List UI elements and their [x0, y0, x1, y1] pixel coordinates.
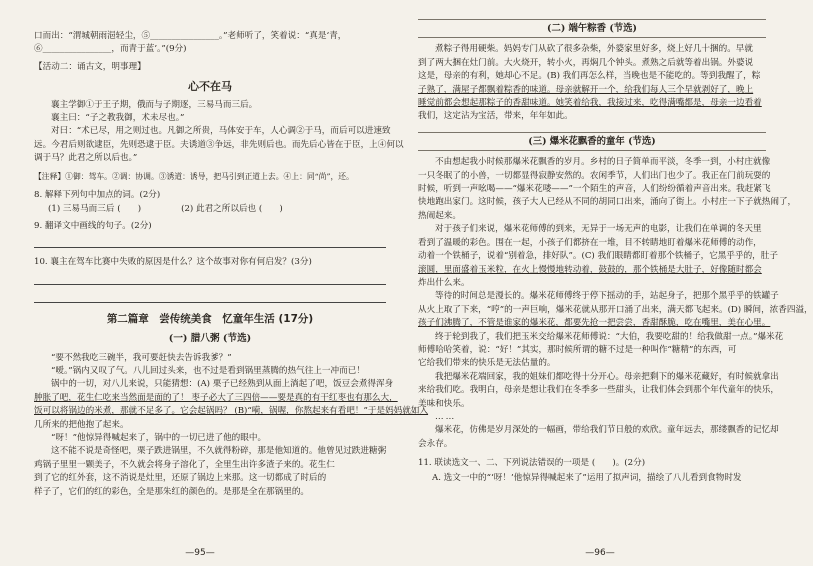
passage-line: “要不然我吃三碗半，我可要赶快去告诉我爹？”: [51, 352, 232, 363]
ellipsis: ……: [435, 411, 457, 422]
right-page: [400, 0, 813, 566]
poem-line: 对曰：“术已尽，用之则过也。凡御之所贵，马体安于车，人心调②于马，而后可以进速致: [51, 126, 391, 137]
q8-item-1: (1) 三易马而三后 ( ): [48, 204, 142, 215]
passage3-line: 师傅哈哈笑着，说：“好！”其实，那时候所谓的糖不过是一种叫作“糖精”的东西，可: [418, 344, 737, 355]
passage3-line: 它给我们带来的快乐是无法估量的。: [418, 358, 556, 369]
passage2-line: 子熟了，满屋子都飘着粽香的味道。母亲就解开一个，给我们每人三个早就剥好了，晚上: [418, 84, 754, 95]
right-column: [418, 16, 813, 488]
question-11-option-a[interactable]: A. 选文一中的“‘呀！’他惊异得喊起来了”运用了拟声词，描绘了八儿看到食物时发: [432, 472, 742, 483]
passage3-line: 看到了温暖的彩色。围在一起，小孩子们都挤在一堆，目不转睛地盯着爆米花师傅的动作，: [418, 237, 762, 248]
left-column: [34, 30, 429, 499]
section-title-3: (三) 爆米花飘香的童年 (节选): [418, 132, 766, 151]
question-11: 11. 联读选文一、二、下列说法错误的一项是 ( )。(2分): [418, 458, 646, 469]
passage2-line: 煮粽子得用硬柴。妈妈专门从砍了很多杂柴，外婆家里好多，烧上好几十捆的。早就: [435, 44, 753, 55]
passage3-line: 美味和快乐。: [418, 398, 470, 409]
passage3-line: 从火上取了下来，“哼”的一声巨响，爆米花就从那开口涌了出来，满天都飞起来。(D) 瞬间，浓香四溢，: [418, 304, 813, 315]
passage2-line: 到了两大捆在灶门前。大火烧开，转小火，再焖几个钟头。煮熟之后就等着出锅。外婆说: [418, 57, 754, 68]
chapter-heading: 第二篇章 尝传统美食 忆童年生活 (17分): [106, 312, 314, 325]
answer-line[interactable]: [34, 271, 386, 285]
poem-line: 襄主学御①于王子期，俄而与子期逐，三易马而三后。: [51, 99, 258, 110]
page-number: —96—: [585, 547, 615, 558]
passage-line: 这不能不说是奇怪吧，栗子跌进锅里，不久就得粉碎，那是他知道的。他曾见过跌进糖粥: [51, 446, 387, 457]
annotation-note: 【注释】①御：驾车。②调：协调。③诱道：诱导，把马引到正道上去。④上：同“尚”，还。: [34, 171, 354, 181]
passage-line: 鸡锅子里里一颗美子，不久就会将身子溶化了，全里生出许多渣子来的。花生仁: [34, 459, 335, 470]
fill-line-2: ⑥________________，而青于蓝’。”(9分): [34, 44, 187, 55]
answer-line[interactable]: [34, 234, 386, 248]
question-8: 8. 解释下列句中加点的词。(2分): [34, 190, 161, 201]
passage3-line: 不由想起我小时候那爆米花飘香的岁月。乡村的日子简单而平淡，冬季一到，小村庄就像: [435, 157, 771, 168]
passage-line: “嗳。”锅内又叹了气。八儿回过头来，也不过是看到锅里蒸腾的热气往上一冲而已！: [51, 365, 365, 376]
section-title-1: (一) 腊八粥 (节选): [168, 333, 252, 345]
passage3-line: 快地跑出家门。这时候，孩子大人已经从不同的胡同口出来，涌向了街上。小村庄一下子就热闹了，: [418, 197, 797, 208]
passage3-line: 对于孩子们来说，爆米花师傅的到来，无异于一场无声的电影，让我们在单调的冬天里: [435, 224, 762, 235]
passage-line: 样子了，它们的红的彩色，全是那朱红的颜色的。是那是全在那锅里的。: [34, 486, 310, 497]
activity-heading: 【活动二：诵古文，明事理】: [34, 61, 146, 72]
passage3-line: 等待的时间总是漫长的。爆米花师傅终于停下摇动的手，站起身子，把那个黑乎乎的铁罐子: [435, 291, 779, 302]
passage3-line: 热闹起来。: [418, 210, 461, 221]
passage-line: 锅中的一切，对八儿来说，只能猜想：(A) 栗子已经熟到从面上淌起了吧，饭豆会煮得浑身: [51, 379, 394, 390]
passage2-line: 睡觉前都会想起那粽子的香甜味道。她笑着给我，我接过来，吃得满嘴都是，母亲一边看着: [418, 98, 762, 109]
closing-line: 爆米花，仿佛是岁月深处的一幅画，带给我们节日般的欢欣。童年远去，那缕飘香的记忆却: [435, 425, 779, 436]
passage-line: 到了它的红外套，这不消说是灶里，还原了锅边上来那。这一切都成了时后的: [34, 473, 327, 484]
passage3-line: 终于轮到我了，我们把玉米交给爆米花师傅说：“大伯，我要吃甜的！给我做甜一点。”爆米花: [435, 331, 784, 342]
passage3-line: 动着一个铁桶子，说着“别着急，排好队”。(C) 我们眼睛都盯着那个铁桶子，它黑乎乎的，肚子: [418, 251, 778, 262]
passage-line: 饭可以将锅边的米煮，那就不足多了。它会起锅吗？ (B)“嗬，锅喔，你熬起来有看吧！”于是妈妈就如入: [34, 406, 429, 417]
passage3-line: 孩子们沸腾了，不管是谁家的爆米花，都要先抢一把尝尝，香甜酥脆，吃在嘴里，美在心里。: [418, 318, 771, 329]
passage3-line: 炸出什么来。: [418, 277, 470, 288]
passage3-line: 滚圆，里面盛着玉米粒，在火上慢慢地转动着，鼓鼓的，那个铁桶是大肚子，好像随时都会: [418, 264, 762, 275]
question-9: 9. 翻译文中画线的句子。(2分): [34, 220, 152, 231]
passage3-line: 时候，听到一声吆喝——“爆米花喽——”一个陌生的声音，人们纷纷循着声音出来。我赶紧飞: [418, 184, 771, 195]
page-number: —95—: [185, 547, 215, 558]
passage-line: 肿胀了吧，花生仁吃来当然面是面的了！ 枣子必大了三四倍——要是真的有干红枣也有那么大，: [34, 392, 398, 403]
poem-line: 远。今君后则欲逮臣，先则恐逮于臣。夫诱道③争远，非先则后也。而先后心皆在于臣，上④何以: [34, 139, 404, 150]
poem-line: 襄主曰：“子之教我御，术未尽也。”: [51, 113, 185, 124]
q8-item-2: (2) 此君之所以后也 ( ): [181, 204, 283, 215]
passage2-line: 这是，母亲的有利，她却心不足。(B) 我们再怎么样，当晚也是不能吃的。等到我醒了，粽: [418, 71, 761, 82]
closing-line: 会永存。: [418, 438, 453, 449]
section-title-2: (二) 端午粽香 (节选): [418, 19, 766, 38]
passage3-line: 我把爆米花端回家，我的姐妹们都吃得十分开心。母亲把剩下的爆米花藏好，有时候就拿出: [435, 371, 779, 382]
passage3-line: 来给我们吃。我明白，母亲是想让我们在冬季多一些甜头，让我们体会到那个年代童年的快乐，: [418, 385, 779, 396]
poem-line: 调于马？此君之所以后也。”: [34, 153, 138, 164]
question-10: 10. 襄主在驾车比赛中失败的原因是什么？这个故事对你有何启发？(3分): [34, 257, 312, 268]
passage2-line: 我们，这定沾为宝活，带来，年年如此。: [418, 111, 573, 122]
passage-line: “呀！”他惊异得喊起来了，锅中的一切已进了他的眼中。: [51, 432, 267, 443]
passage3-line: 一只冬眠了的小兽，一切都显得寂静安然的。农闲季节，人们出门也少了。我正在门前玩耍的: [418, 170, 771, 181]
poem-title: 心不在马: [188, 80, 232, 94]
fill-line-1: 口而出：“渭城朝雨浥轻尘，⑤________________。”老师听了，笑着说：“真是‘青，: [34, 31, 347, 41]
passage-line: 几所来的把他抱了起来。: [34, 419, 129, 430]
answer-line[interactable]: [34, 289, 386, 303]
